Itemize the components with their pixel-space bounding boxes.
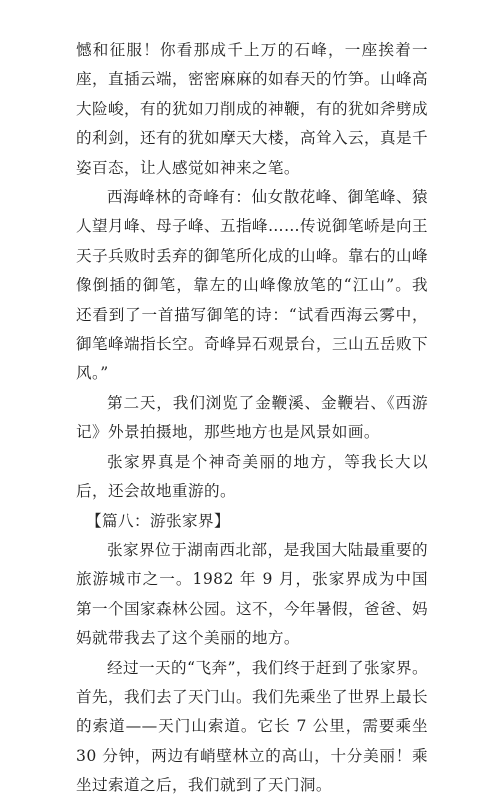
paragraph-continuation: 憾和征服！你看那成千上万的石峰，一座挨着一座，直插云端，密密麻麻的如春天的竹笋。山峰高大险峻，有的犹如刀削成的神鞭，有的犹如斧劈成的利剑，还有的犹如摩天大楼，高耸入云，真是千姿百态，让人感觉如神来之笔。 — [76, 41, 428, 177]
paragraph-xihai-peaks: 西海峰林的奇峰有：仙女散花峰、御笔峰、猿人望月峰、母子峰、五指峰……传说御笔峤是向王天子兵败时丢弃的御笔所化成的山峰。靠右的山峰像倒插的御笔，靠左的山峰像放笔的“江山”。我还看到了一首描写御笔的诗：“试看西海云雾中，御笔峰端指长空。奇峰异石观景台，三山五岳败下风。” — [76, 188, 428, 383]
paragraph-tianmen-mountain: 经过一天的“飞奔”，我们终于赶到了张家界。首先，我们去了天门山。我们先乘坐了世界上最长的索道——天门山索道。它长 7 公里，需要乘坐 30 分钟，两边有峭壁林立的高山，十分美丽！乘坐过索道之后，我们就到了天门洞。 — [76, 658, 428, 795]
paragraph-second-day: 第二天，我们浏览了金鞭溪、金鞭岩、《西游记》外景拍摄地，那些地方也是风景如画。 — [76, 393, 428, 442]
paragraph-conclusion: 张家界真是个神奇美丽的地方，等我长大以后，还会故地重游的。 — [76, 452, 428, 501]
document-page — [76, 36, 428, 801]
section-heading: 【篇八：游张家界】 — [86, 511, 230, 530]
paragraph-zhangjiajie-intro: 张家界位于湖南西北部，是我国大陆最重要的旅游城市之一。1982 年 9 月，张家界成为中国第一个国家森林公园。这不，今年暑假，爸爸、妈妈就带我去了这个美丽的地方。 — [76, 540, 428, 648]
